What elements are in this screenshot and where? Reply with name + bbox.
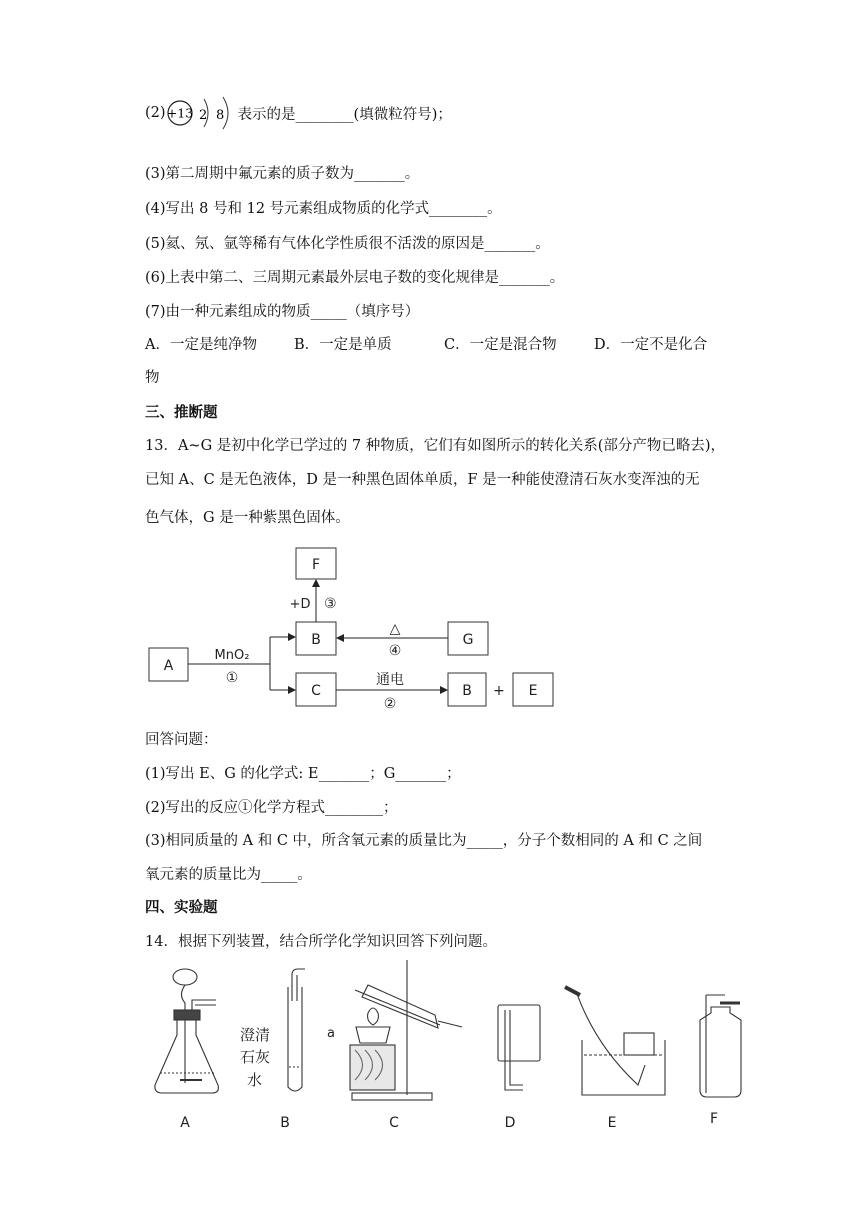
box-g-label: G xyxy=(462,632,474,648)
limewater-label-3: 水 xyxy=(247,1071,263,1089)
q12-part2-prefix: (2) xyxy=(145,105,166,121)
apparatus-label-c: C xyxy=(389,1115,399,1131)
label-plus: + xyxy=(493,683,505,699)
q12-option-a: A．一定是纯净物 xyxy=(145,337,257,353)
atom-nucleus-charge: +13 xyxy=(166,105,193,121)
q13-stem-line2: 已知 A、C 是无色液体，D 是一种黑色固体单质，F 是一种能使澄清石灰水变浑浊的无 xyxy=(145,472,700,488)
q12-part5: (5)氦、氖、氩等稀有气体化学性质很不活泼的原因是_______。 xyxy=(145,236,550,252)
label-step4: ④ xyxy=(388,643,402,659)
q12-part7: (7)由一种元素组成的物质_____（填序号） xyxy=(145,304,420,320)
q13-answer-intro: 回答问题： xyxy=(145,732,218,748)
apparatus-label-a: A xyxy=(180,1115,190,1131)
q12-part4: (4)写出 8 号和 12 号元素组成物质的化学式________。 xyxy=(145,201,502,217)
section3-title: 三、推断题 xyxy=(145,405,218,421)
q12-part2-text: 表示的是________(填微粒符号)； xyxy=(237,106,452,123)
q14-stem: 14．根据下列装置，结合所学化学知识回答下列问题。 xyxy=(145,934,497,950)
apparatus-label-e: E xyxy=(607,1115,617,1131)
q13-answer-2: (2)写出的反应①化学方程式________； xyxy=(145,800,398,816)
apparatus-f-gas-bottle xyxy=(700,995,741,1097)
q13-answer-1: (1)写出 E、G 的化学式: E_______；G_______； xyxy=(145,766,461,782)
box-a-label: A xyxy=(163,658,174,674)
q13-stem-line1: 13．A~G 是初中化学已学过的 7 种物质，它们有如图所示的转化关系(部分产物已略去)， xyxy=(145,438,726,454)
apparatus-a-flask xyxy=(155,969,219,1093)
box-b-label: B xyxy=(311,632,321,648)
atom-structure-diagram xyxy=(166,96,246,130)
box-f-label: F xyxy=(311,557,321,573)
limewater-label-2: 石灰 xyxy=(240,1048,271,1066)
apparatus-c-label-a: a xyxy=(327,1026,335,1041)
apparatus-e-water-trough xyxy=(565,987,665,1095)
apparatus-d-bottle xyxy=(498,1005,540,1090)
q13-stem-line3: 色气体，G 是一种紫黑色固体。 xyxy=(145,510,350,526)
box-c-label: C xyxy=(311,683,321,699)
box-b-product-label: B xyxy=(462,683,472,699)
limewater-label-1: 澄清 xyxy=(240,1026,271,1044)
apparatus-c-heating-setup xyxy=(350,960,462,1100)
label-electrolysis: 通电 xyxy=(376,672,404,688)
q12-option-c: C．一定是混合物 xyxy=(444,337,557,353)
atom-shell2-electrons: 8 xyxy=(215,108,224,123)
q13-answer-3-line1: (3)相同质量的 A 和 C 中，所含氧元素的质量比为_____，分子个数相同的 A 和 C 之间 xyxy=(145,833,703,849)
q13-conversion-diagram xyxy=(140,540,570,715)
label-heat: △ xyxy=(389,621,401,637)
q12-part2-row xyxy=(145,96,452,130)
box-e-label: E xyxy=(528,683,538,699)
label-step2: ② xyxy=(383,696,397,712)
q13-answer-3-line2: 氧元素的质量比为_____。 xyxy=(145,867,312,883)
label-mno2: MnO₂ xyxy=(214,648,250,663)
atom-shell1-electrons: 2 xyxy=(198,108,207,123)
q12-option-d: D．一定不是化合 xyxy=(594,337,708,353)
lab-apparatus-figure xyxy=(140,955,760,1135)
apparatus-label-d: D xyxy=(504,1115,516,1131)
apparatus-b-test-tube xyxy=(288,969,305,1091)
apparatus-label-b: B xyxy=(280,1115,290,1131)
q12-part3: (3)第二周期中氟元素的质子数为_______。 xyxy=(145,166,420,182)
q12-part6: (6)上表中第二、三周期元素最外层电子数的变化规律是_______。 xyxy=(145,270,565,286)
label-step1: ① xyxy=(225,670,239,686)
q12-option-b: B．一定是单质 xyxy=(294,337,392,353)
label-plus-d: +D xyxy=(289,597,311,612)
apparatus-label-f: F xyxy=(709,1111,719,1127)
section4-title: 四、实验题 xyxy=(145,900,218,916)
q12-option-d-wrap: 物 xyxy=(145,370,160,386)
label-step3: ③ xyxy=(324,596,337,612)
